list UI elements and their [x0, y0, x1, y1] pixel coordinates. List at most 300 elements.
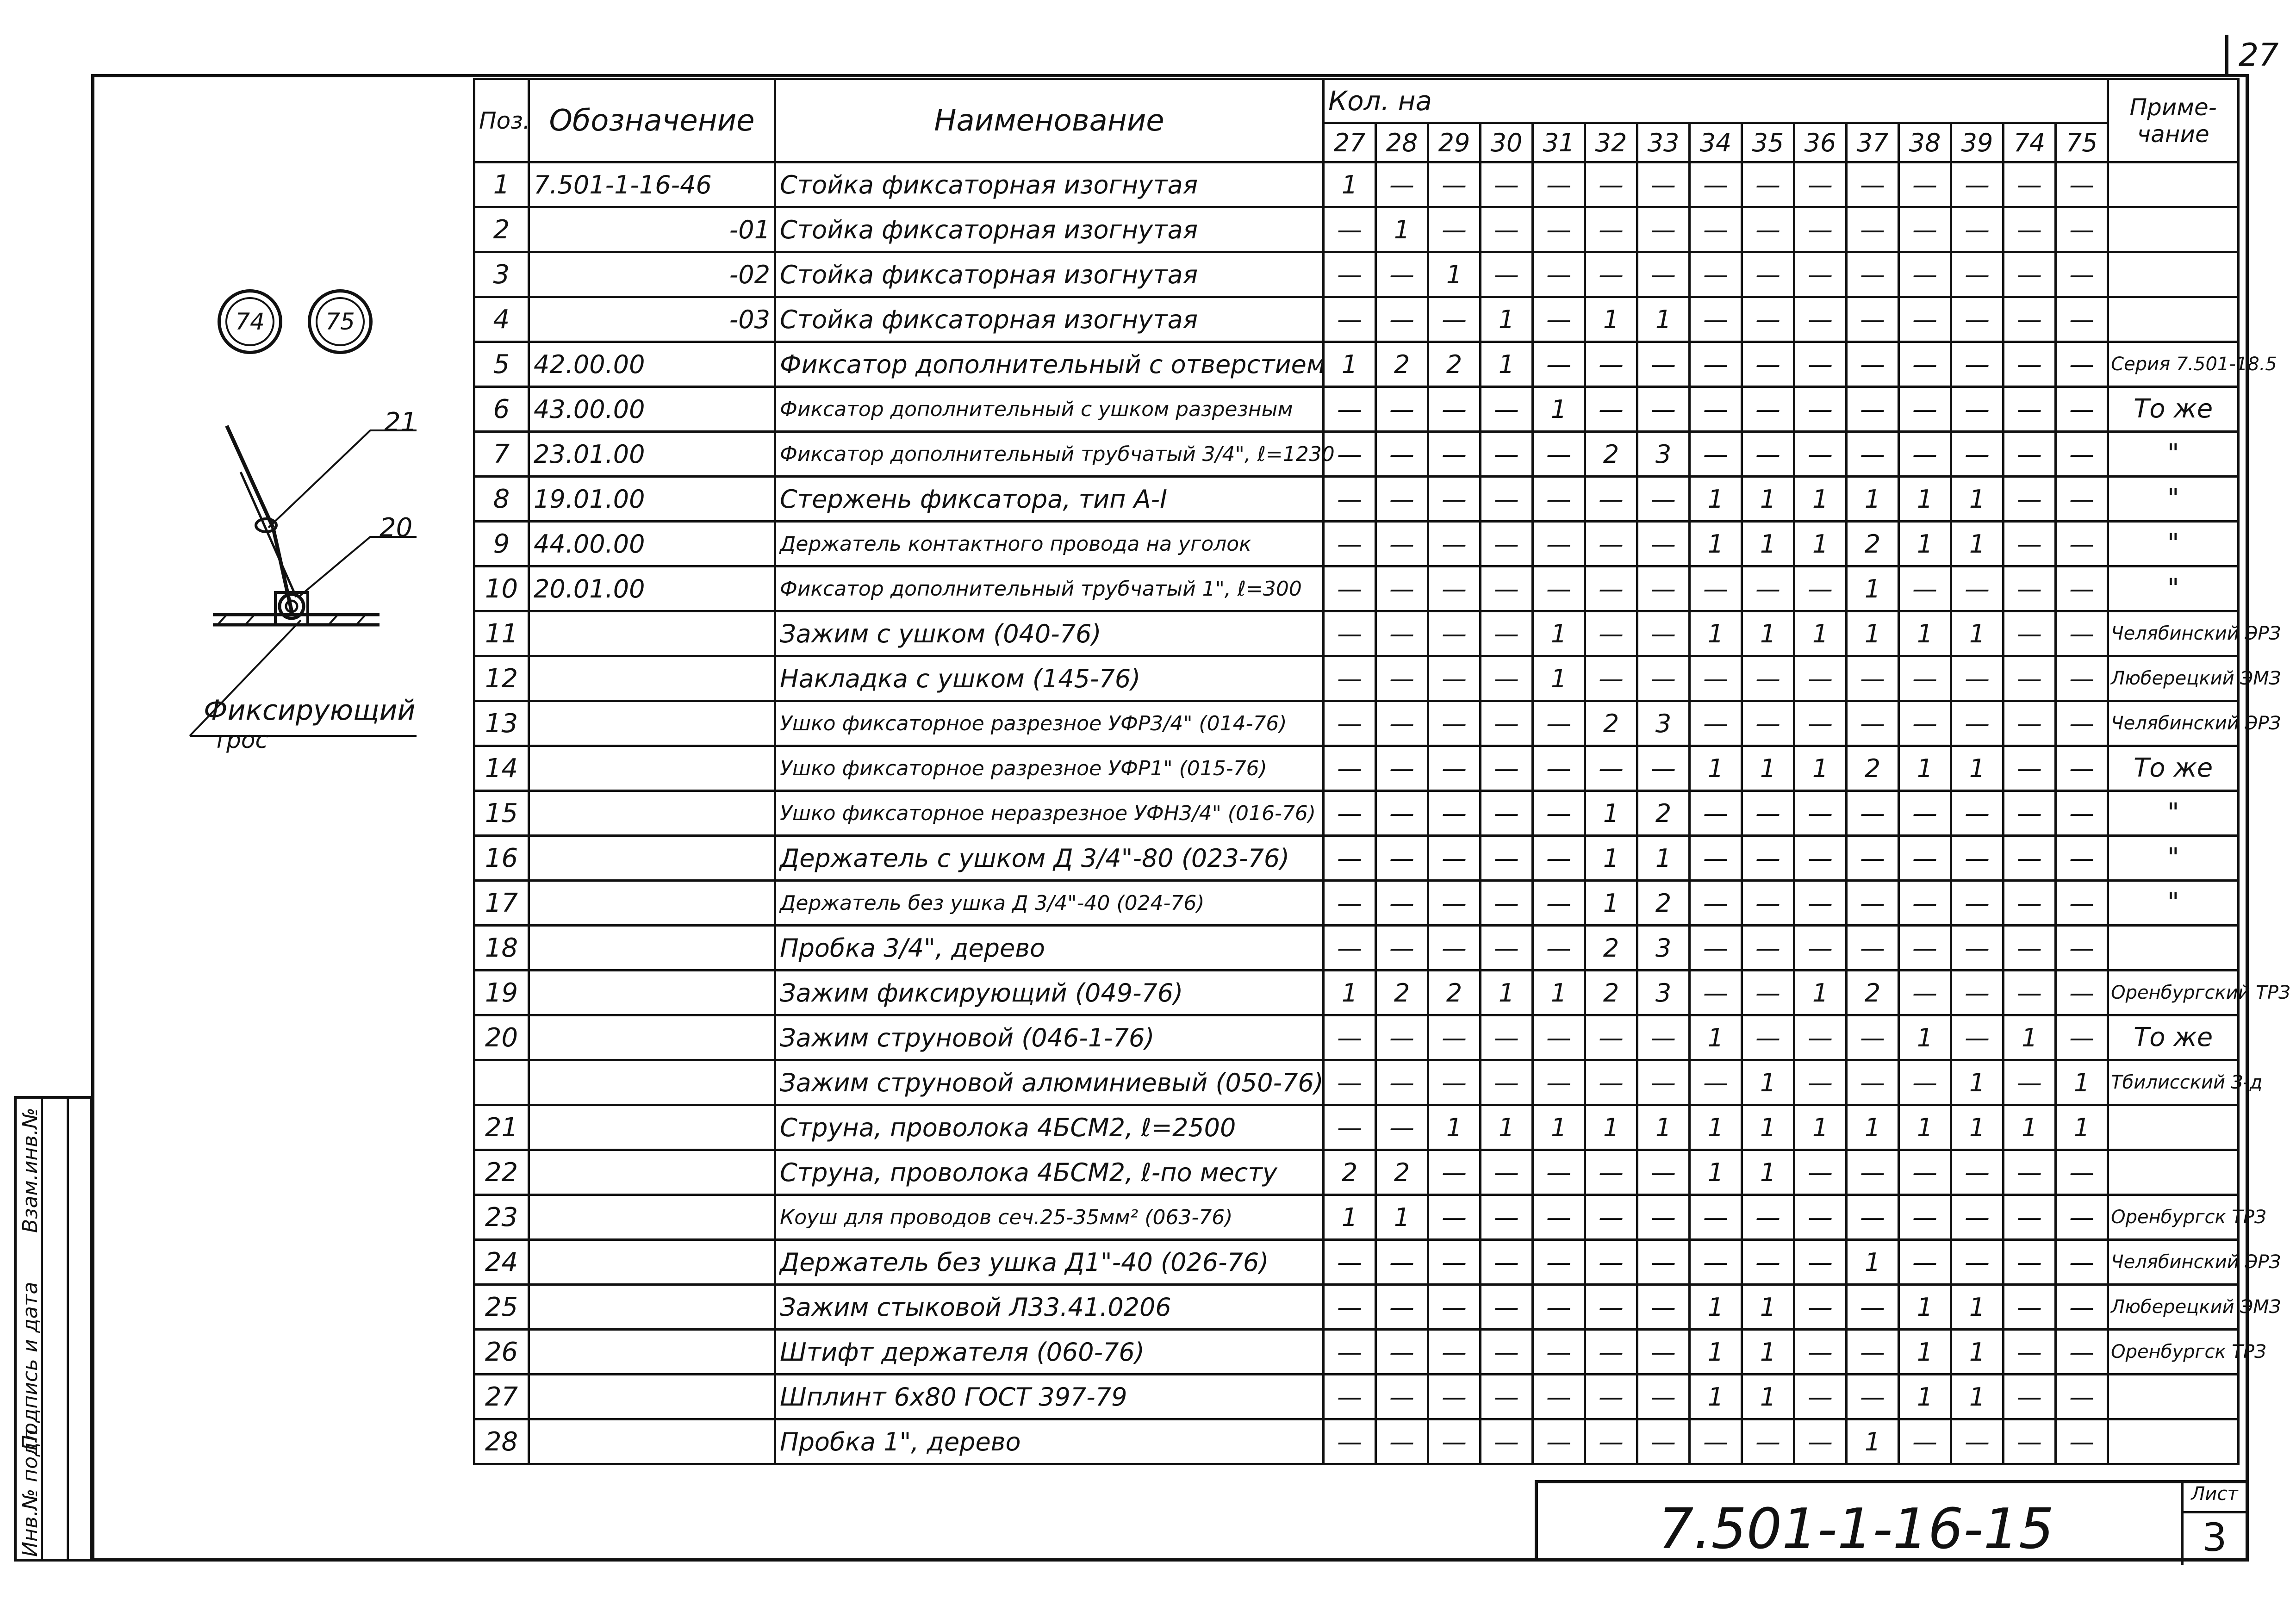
- row-quantity: 1: [1742, 1150, 1794, 1195]
- header-note-line2: чание: [2137, 120, 2209, 148]
- row-quantity: —: [1690, 971, 1742, 1015]
- row-quantity: 1: [1428, 1105, 1481, 1150]
- row-name: Пробка 3/4", дерево: [775, 926, 1324, 971]
- row-quantity: —: [1376, 162, 1428, 207]
- row-quantity: —: [1376, 1105, 1428, 1150]
- row-quantity: 1: [1690, 746, 1742, 791]
- row-quantity: —: [1481, 252, 1533, 297]
- row-quantity: —: [1951, 252, 2004, 297]
- header-name: Наименование: [775, 79, 1324, 162]
- row-quantity: —: [1585, 1285, 1637, 1330]
- top-sheet-number: 27: [2225, 35, 2296, 76]
- row-position: 2: [474, 207, 529, 252]
- row-name: Зажим с ушком (040-76): [775, 611, 1324, 656]
- row-quantity: —: [1428, 477, 1481, 522]
- row-quantity: —: [1847, 162, 1899, 207]
- row-quantity: —: [1428, 881, 1481, 926]
- row-quantity: —: [2004, 881, 2056, 926]
- row-position: 6: [474, 387, 529, 432]
- row-quantity: 1: [1951, 1375, 2004, 1419]
- row-quantity: —: [2056, 566, 2108, 611]
- row-quantity: 1: [1376, 207, 1428, 252]
- row-quantity: —: [1481, 432, 1533, 477]
- row-quantity: —: [2056, 1150, 2108, 1195]
- row-quantity: —: [1690, 881, 1742, 926]
- row-position: 1: [474, 162, 529, 207]
- row-quantity: —: [2056, 387, 2108, 432]
- position-circle-75: 75: [308, 289, 373, 354]
- row-quantity: —: [1481, 1419, 1533, 1464]
- row-designation: [529, 1240, 775, 1285]
- row-quantity: —: [1742, 701, 1794, 746]
- row-quantity: —: [1847, 1060, 1899, 1105]
- row-name: Зажим фиксирующий (049-76): [775, 971, 1324, 1015]
- row-quantity: —: [1794, 1375, 1847, 1419]
- row-quantity: —: [1376, 1015, 1428, 1060]
- row-quantity: —: [2004, 252, 2056, 297]
- row-quantity: 1: [1742, 1285, 1794, 1330]
- row-quantity: —: [1690, 656, 1742, 701]
- document-code: 7.501-1-16-15: [1658, 1497, 2054, 1562]
- row-position: 17: [474, 881, 529, 926]
- row-quantity: —: [1637, 611, 1690, 656]
- row-designation: [529, 656, 775, 701]
- row-note: ": [2108, 836, 2239, 881]
- row-quantity: 1: [1324, 162, 1376, 207]
- row-quantity: —: [1481, 1060, 1533, 1105]
- row-quantity: —: [1742, 656, 1794, 701]
- row-designation: 19.01.00: [529, 477, 775, 522]
- row-note: То же: [2108, 1015, 2239, 1060]
- row-quantity: —: [1742, 926, 1794, 971]
- row-quantity: 1: [1533, 611, 1585, 656]
- row-quantity: —: [1428, 207, 1481, 252]
- row-quantity: 3: [1637, 971, 1690, 1015]
- table-row: [474, 971, 2239, 1015]
- row-quantity: —: [1376, 926, 1428, 971]
- stamp-inv-label: Инв.№ подл.: [19, 1423, 42, 1557]
- row-quantity: —: [1637, 522, 1690, 566]
- row-quantity: —: [1481, 926, 1533, 971]
- row-position: 5: [474, 342, 529, 387]
- row-quantity: —: [1376, 1240, 1428, 1285]
- row-quantity: —: [1481, 836, 1533, 881]
- row-quantity: —: [1428, 1015, 1481, 1060]
- row-quantity: —: [1637, 387, 1690, 432]
- qty-column-header: 27: [1324, 123, 1376, 162]
- row-name: Пробка 1", дерево: [775, 1419, 1324, 1464]
- row-quantity: —: [2004, 566, 2056, 611]
- row-quantity: —: [1533, 1419, 1585, 1464]
- row-quantity: —: [1376, 477, 1428, 522]
- row-quantity: —: [1533, 342, 1585, 387]
- row-quantity: —: [1637, 1285, 1690, 1330]
- row-note: ": [2108, 522, 2239, 566]
- row-position: 26: [474, 1330, 529, 1375]
- row-quantity: —: [2056, 971, 2108, 1015]
- row-name: Зажим струновой алюминиевый (050-76): [775, 1060, 1324, 1105]
- row-quantity: —: [1324, 566, 1376, 611]
- sheet-cell: [2181, 1483, 2246, 1565]
- row-quantity: —: [1533, 836, 1585, 881]
- row-quantity: 1: [1951, 477, 2004, 522]
- row-note: ": [2108, 432, 2239, 477]
- row-quantity: 1: [1690, 1375, 1742, 1419]
- table-row: [474, 881, 2239, 926]
- row-quantity: —: [1637, 1419, 1690, 1464]
- row-quantity: —: [1428, 162, 1481, 207]
- row-quantity: —: [1428, 297, 1481, 342]
- row-quantity: —: [1951, 207, 2004, 252]
- row-quantity: —: [1899, 1150, 1951, 1195]
- row-quantity: —: [1637, 1375, 1690, 1419]
- row-quantity: —: [1533, 566, 1585, 611]
- row-quantity: —: [1533, 701, 1585, 746]
- row-quantity: 1: [1899, 611, 1951, 656]
- row-note: ": [2108, 477, 2239, 522]
- row-quantity: —: [2004, 836, 2056, 881]
- row-quantity: —: [1690, 252, 1742, 297]
- row-quantity: —: [1428, 387, 1481, 432]
- row-quantity: —: [1324, 791, 1376, 836]
- row-quantity: —: [1324, 387, 1376, 432]
- table-row: [474, 926, 2239, 971]
- row-quantity: —: [2056, 432, 2108, 477]
- row-name: Ушко фиксаторное разрезное УФР3/4" (014-76): [775, 701, 1324, 746]
- row-quantity: 1: [1690, 611, 1742, 656]
- row-position: 12: [474, 656, 529, 701]
- row-note: Серия 7.501-18.5: [2108, 342, 2239, 387]
- row-quantity: —: [1951, 926, 2004, 971]
- row-designation: 7.501-1-16-46: [529, 162, 775, 207]
- row-quantity: —: [2004, 791, 2056, 836]
- row-quantity: —: [1690, 1195, 1742, 1240]
- row-position: 16: [474, 836, 529, 881]
- row-quantity: —: [1324, 701, 1376, 746]
- row-quantity: 2: [1585, 701, 1637, 746]
- row-quantity: —: [1847, 881, 1899, 926]
- row-quantity: 2: [1637, 881, 1690, 926]
- row-quantity: —: [1428, 1375, 1481, 1419]
- row-quantity: 1: [1742, 1105, 1794, 1150]
- row-quantity: —: [1324, 611, 1376, 656]
- row-quantity: —: [1481, 1015, 1533, 1060]
- row-quantity: —: [1794, 1330, 1847, 1375]
- row-quantity: —: [1951, 1419, 2004, 1464]
- row-quantity: —: [1585, 342, 1637, 387]
- row-quantity: 1: [1690, 1285, 1742, 1330]
- row-name: Стойка фиксаторная изогнутая: [775, 297, 1324, 342]
- row-quantity: —: [1376, 522, 1428, 566]
- row-designation: [529, 746, 775, 791]
- row-quantity: —: [1742, 836, 1794, 881]
- row-quantity: —: [1794, 1419, 1847, 1464]
- row-quantity: —: [1794, 566, 1847, 611]
- row-quantity: —: [1376, 1060, 1428, 1105]
- row-quantity: 2: [1637, 791, 1690, 836]
- row-quantity: —: [1324, 1105, 1376, 1150]
- row-quantity: —: [1794, 1060, 1847, 1105]
- row-quantity: 1: [1847, 1240, 1899, 1285]
- row-name: Коуш для проводов сеч.25-35мм² (063-76): [775, 1195, 1324, 1240]
- row-quantity: —: [2056, 791, 2108, 836]
- row-quantity: —: [2056, 1330, 2108, 1375]
- row-quantity: —: [1951, 342, 2004, 387]
- row-quantity: 2: [1585, 432, 1637, 477]
- row-quantity: —: [1376, 252, 1428, 297]
- row-quantity: —: [2056, 701, 2108, 746]
- row-name: Стойка фиксаторная изогнутая: [775, 207, 1324, 252]
- row-quantity: —: [1533, 1150, 1585, 1195]
- row-quantity: —: [1376, 1419, 1428, 1464]
- row-quantity: —: [1742, 207, 1794, 252]
- row-quantity: —: [1637, 162, 1690, 207]
- row-quantity: —: [1794, 432, 1847, 477]
- row-quantity: 2: [1585, 971, 1637, 1015]
- table-row: [474, 342, 2239, 387]
- table-row: [474, 656, 2239, 701]
- row-quantity: —: [1376, 791, 1428, 836]
- row-quantity: —: [1637, 1060, 1690, 1105]
- row-quantity: —: [1951, 162, 2004, 207]
- row-quantity: 2: [1428, 971, 1481, 1015]
- row-designation: 43.00.00: [529, 387, 775, 432]
- row-quantity: —: [1585, 477, 1637, 522]
- row-quantity: —: [1324, 1285, 1376, 1330]
- row-note: То же: [2108, 746, 2239, 791]
- row-quantity: —: [2056, 746, 2108, 791]
- row-quantity: —: [1742, 566, 1794, 611]
- table-row: [474, 1060, 2239, 1105]
- header-code: Обозначение: [529, 79, 775, 162]
- row-quantity: —: [1585, 746, 1637, 791]
- row-quantity: —: [1637, 342, 1690, 387]
- row-name: Штифт держателя (060-76): [775, 1330, 1324, 1375]
- row-quantity: —: [1585, 207, 1637, 252]
- row-position: 21: [474, 1105, 529, 1150]
- row-designation: [529, 1150, 775, 1195]
- row-quantity: —: [1847, 432, 1899, 477]
- row-quantity: 1: [1899, 1285, 1951, 1330]
- row-quantity: —: [1637, 1150, 1690, 1195]
- table-row: [474, 162, 2239, 207]
- row-quantity: —: [1428, 1150, 1481, 1195]
- row-position: 27: [474, 1375, 529, 1419]
- row-quantity: —: [1794, 1240, 1847, 1285]
- stamp-col-2: [41, 1099, 69, 1559]
- row-quantity: —: [1585, 1195, 1637, 1240]
- row-note: ": [2108, 791, 2239, 836]
- row-designation: [529, 1060, 775, 1105]
- row-quantity: —: [1324, 1060, 1376, 1105]
- row-quantity: 1: [1533, 1105, 1585, 1150]
- row-quantity: —: [1533, 207, 1585, 252]
- row-quantity: —: [2056, 1285, 2108, 1330]
- row-quantity: 1: [1585, 297, 1637, 342]
- row-name: Зажим струновой (046-1-76): [775, 1015, 1324, 1060]
- table-row: [474, 1150, 2239, 1195]
- row-position: 15: [474, 791, 529, 836]
- table-row: [474, 297, 2239, 342]
- row-designation: [529, 701, 775, 746]
- table-row: [474, 1285, 2239, 1330]
- header-qty: Кол. на: [1324, 79, 2108, 123]
- row-quantity: 1: [1742, 1060, 1794, 1105]
- row-quantity: —: [1794, 1015, 1847, 1060]
- row-quantity: —: [1585, 522, 1637, 566]
- row-quantity: —: [1376, 432, 1428, 477]
- row-quantity: —: [1847, 1375, 1899, 1419]
- row-quantity: —: [2004, 162, 2056, 207]
- row-quantity: —: [1428, 926, 1481, 971]
- row-quantity: —: [1951, 791, 2004, 836]
- row-quantity: —: [1428, 432, 1481, 477]
- row-quantity: —: [1951, 1015, 2004, 1060]
- row-quantity: 1: [2004, 1105, 2056, 1150]
- row-quantity: —: [1428, 836, 1481, 881]
- table-row: [474, 566, 2239, 611]
- table-row: [474, 477, 2239, 522]
- row-quantity: —: [1428, 1195, 1481, 1240]
- row-quantity: 1: [1585, 791, 1637, 836]
- row-quantity: —: [1690, 926, 1742, 971]
- row-name: Струна, проволока 4БСМ2, ℓ=2500: [775, 1105, 1324, 1150]
- qty-column-header: 35: [1742, 123, 1794, 162]
- row-quantity: —: [1847, 791, 1899, 836]
- row-quantity: —: [1481, 522, 1533, 566]
- row-quantity: —: [1951, 656, 2004, 701]
- row-quantity: —: [1899, 701, 1951, 746]
- row-quantity: 1: [1585, 836, 1637, 881]
- row-quantity: —: [1899, 791, 1951, 836]
- row-quantity: 2: [1376, 342, 1428, 387]
- row-quantity: 1: [1847, 1419, 1899, 1464]
- row-quantity: —: [1794, 207, 1847, 252]
- row-note: [2108, 926, 2239, 971]
- row-quantity: 1: [1951, 1330, 2004, 1375]
- row-note: [2108, 1150, 2239, 1195]
- row-position: 9: [474, 522, 529, 566]
- row-quantity: 1: [1690, 1105, 1742, 1150]
- row-quantity: 2: [1376, 971, 1428, 1015]
- row-quantity: —: [1585, 656, 1637, 701]
- sheet-label: Лист: [2184, 1483, 2246, 1513]
- row-quantity: 1: [1951, 746, 2004, 791]
- row-quantity: —: [1585, 1375, 1637, 1419]
- row-quantity: —: [1481, 162, 1533, 207]
- row-quantity: 1: [1951, 1060, 2004, 1105]
- row-name: Фиксатор дополнительный с ушком разрезным: [775, 387, 1324, 432]
- row-quantity: —: [1742, 1240, 1794, 1285]
- row-quantity: —: [1533, 432, 1585, 477]
- row-quantity: —: [1847, 387, 1899, 432]
- row-quantity: —: [1481, 611, 1533, 656]
- row-quantity: —: [1481, 1285, 1533, 1330]
- row-quantity: 1: [1742, 522, 1794, 566]
- row-quantity: —: [1794, 701, 1847, 746]
- table-row: [474, 387, 2239, 432]
- row-quantity: —: [2004, 1330, 2056, 1375]
- row-quantity: —: [1794, 297, 1847, 342]
- row-note: [2108, 162, 2239, 207]
- row-quantity: —: [1690, 701, 1742, 746]
- row-quantity: —: [1481, 1240, 1533, 1285]
- row-quantity: —: [1637, 477, 1690, 522]
- row-quantity: —: [1533, 881, 1585, 926]
- row-position: 14: [474, 746, 529, 791]
- sketch-label-line2: трос: [213, 727, 268, 753]
- row-quantity: —: [1899, 656, 1951, 701]
- row-quantity: —: [1376, 566, 1428, 611]
- row-quantity: 1: [1794, 522, 1847, 566]
- row-quantity: —: [1324, 1240, 1376, 1285]
- row-quantity: —: [1847, 252, 1899, 297]
- row-quantity: —: [1794, 252, 1847, 297]
- row-quantity: —: [1794, 1285, 1847, 1330]
- row-quantity: —: [1899, 566, 1951, 611]
- qty-column-header: 38: [1899, 123, 1951, 162]
- row-designation: [529, 1015, 775, 1060]
- row-quantity: 1: [1637, 836, 1690, 881]
- row-designation: -03: [529, 297, 775, 342]
- row-note: То же: [2108, 387, 2239, 432]
- row-quantity: —: [2004, 1060, 2056, 1105]
- row-quantity: —: [1376, 836, 1428, 881]
- row-position: [474, 1060, 529, 1105]
- row-note: Тбилисский З-д: [2108, 1060, 2239, 1105]
- row-quantity: —: [1847, 1330, 1899, 1375]
- row-name: Держатель с ушком Д 3/4"-80 (023-76): [775, 836, 1324, 881]
- row-quantity: 2: [1847, 971, 1899, 1015]
- row-quantity: 1: [1637, 297, 1690, 342]
- qty-column-header: 32: [1585, 123, 1637, 162]
- row-quantity: —: [1899, 387, 1951, 432]
- table-row: [474, 791, 2239, 836]
- row-quantity: 1: [1899, 1375, 1951, 1419]
- row-name: Струна, проволока 4БСМ2, ℓ-по месту: [775, 1150, 1324, 1195]
- row-quantity: 1: [1690, 1015, 1742, 1060]
- sheet-value: 3: [2202, 1515, 2227, 1560]
- row-quantity: —: [1742, 432, 1794, 477]
- row-quantity: —: [1428, 566, 1481, 611]
- row-quantity: 1: [1376, 1195, 1428, 1240]
- row-name: Держатель без ушка Д1"-40 (026-76): [775, 1240, 1324, 1285]
- row-quantity: —: [2004, 611, 2056, 656]
- row-quantity: —: [2004, 656, 2056, 701]
- row-quantity: —: [2056, 1419, 2108, 1464]
- row-quantity: —: [1742, 791, 1794, 836]
- row-quantity: —: [1428, 701, 1481, 746]
- sketch-label-line1: Фиксирующий: [204, 694, 416, 727]
- row-note: [2108, 1419, 2239, 1464]
- row-quantity: 1: [1847, 611, 1899, 656]
- row-quantity: —: [2004, 926, 2056, 971]
- row-quantity: —: [1585, 1150, 1637, 1195]
- row-quantity: —: [1637, 746, 1690, 791]
- row-quantity: —: [1951, 432, 2004, 477]
- row-quantity: —: [1481, 656, 1533, 701]
- row-quantity: —: [1585, 1240, 1637, 1285]
- row-designation: 44.00.00: [529, 522, 775, 566]
- row-quantity: —: [1637, 1330, 1690, 1375]
- row-quantity: 1: [1951, 611, 2004, 656]
- row-quantity: —: [2004, 432, 2056, 477]
- row-quantity: —: [2056, 1015, 2108, 1060]
- row-quantity: —: [2056, 1195, 2108, 1240]
- row-designation: [529, 1195, 775, 1240]
- row-quantity: —: [1847, 926, 1899, 971]
- row-note: Челябинский ЭРЗ: [2108, 611, 2239, 656]
